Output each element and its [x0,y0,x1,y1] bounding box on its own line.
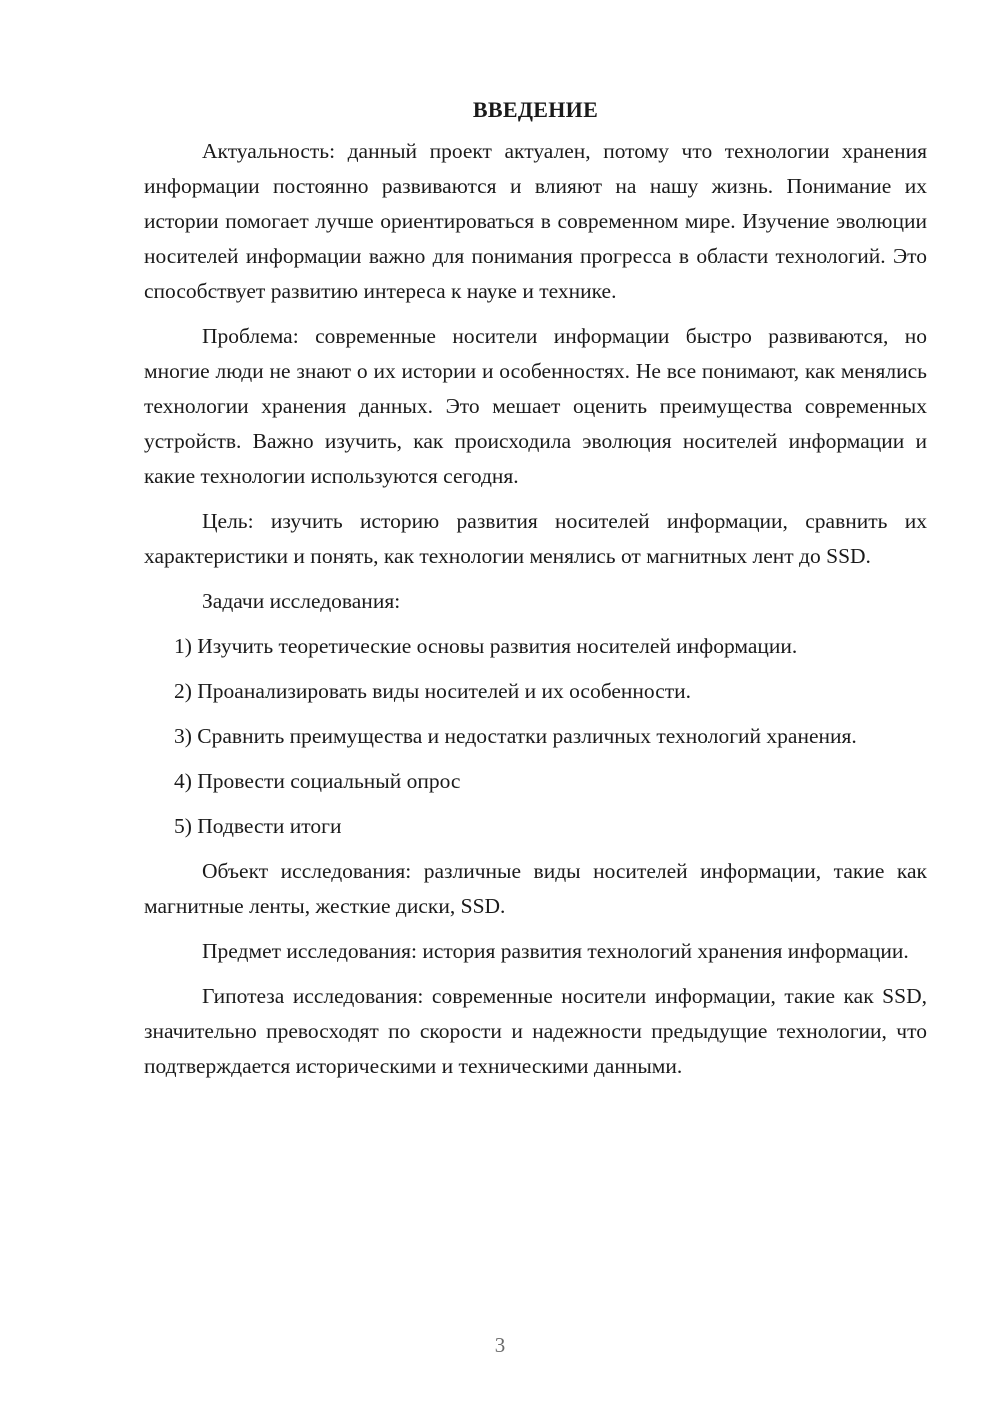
task-item-2: 2) Проанализировать виды носителей и их особенности. [174,679,692,703]
paragraph-goal: Цель: изучить историю развития носителей информации, сравнить их характеристики и понять, как технологии менялись от магнитных лент до SSD. [144,509,927,568]
task-item-4: 4) Провести социальный опрос [174,769,461,793]
task-item-5: 5) Подвести итоги [174,814,342,838]
paragraph-object: Объект исследования: различные виды носителей информации, такие как магнитные ленты, жесткие диски, SSD. [144,859,927,918]
page-number: 3 [494,1333,506,1357]
paragraph-tasks-heading: Задачи исследования: [202,589,401,613]
page-title: ВВЕДЕНИЕ [472,97,599,122]
paragraph-relevance: Актуальность: данный проект актуален, потому что технологии хранения информации постоянно развиваются и влияют на нашу жизнь. Понимание их истории помогает лучше ориентироваться в современном мире. Изучение эволюции носителей информации важно для понимания прогресса в области технологий. Это способствует развитию интереса к науке и технике. [144,139,927,303]
task-item-3: 3) Сравнить преимущества и недостатки различных технологий хранения. [174,724,857,748]
paragraph-problem: Проблема: современные носители информации быстро развиваются, но многие люди не знают о их истории и особенностях. Не все понимают, как менялись технологии хранения данных. Это мешает оценить преимущества современных устройств. Важно изучить, как происходила эволюция носителей информации и какие технологии используются сегодня. [144,324,927,488]
paragraph-hypothesis: Гипотеза исследования: современные носители информации, такие как SSD, значительно превосходят по скорости и надежности предыдущие технологии, что подтверждается историческими и техническими данными. [144,984,927,1078]
document-page [144,92,927,1084]
paragraph-subject: Предмет исследования: история развития технологий хранения информации. [202,939,909,963]
task-item-1: 1) Изучить теоретические основы развития носителей информации. [174,634,798,658]
